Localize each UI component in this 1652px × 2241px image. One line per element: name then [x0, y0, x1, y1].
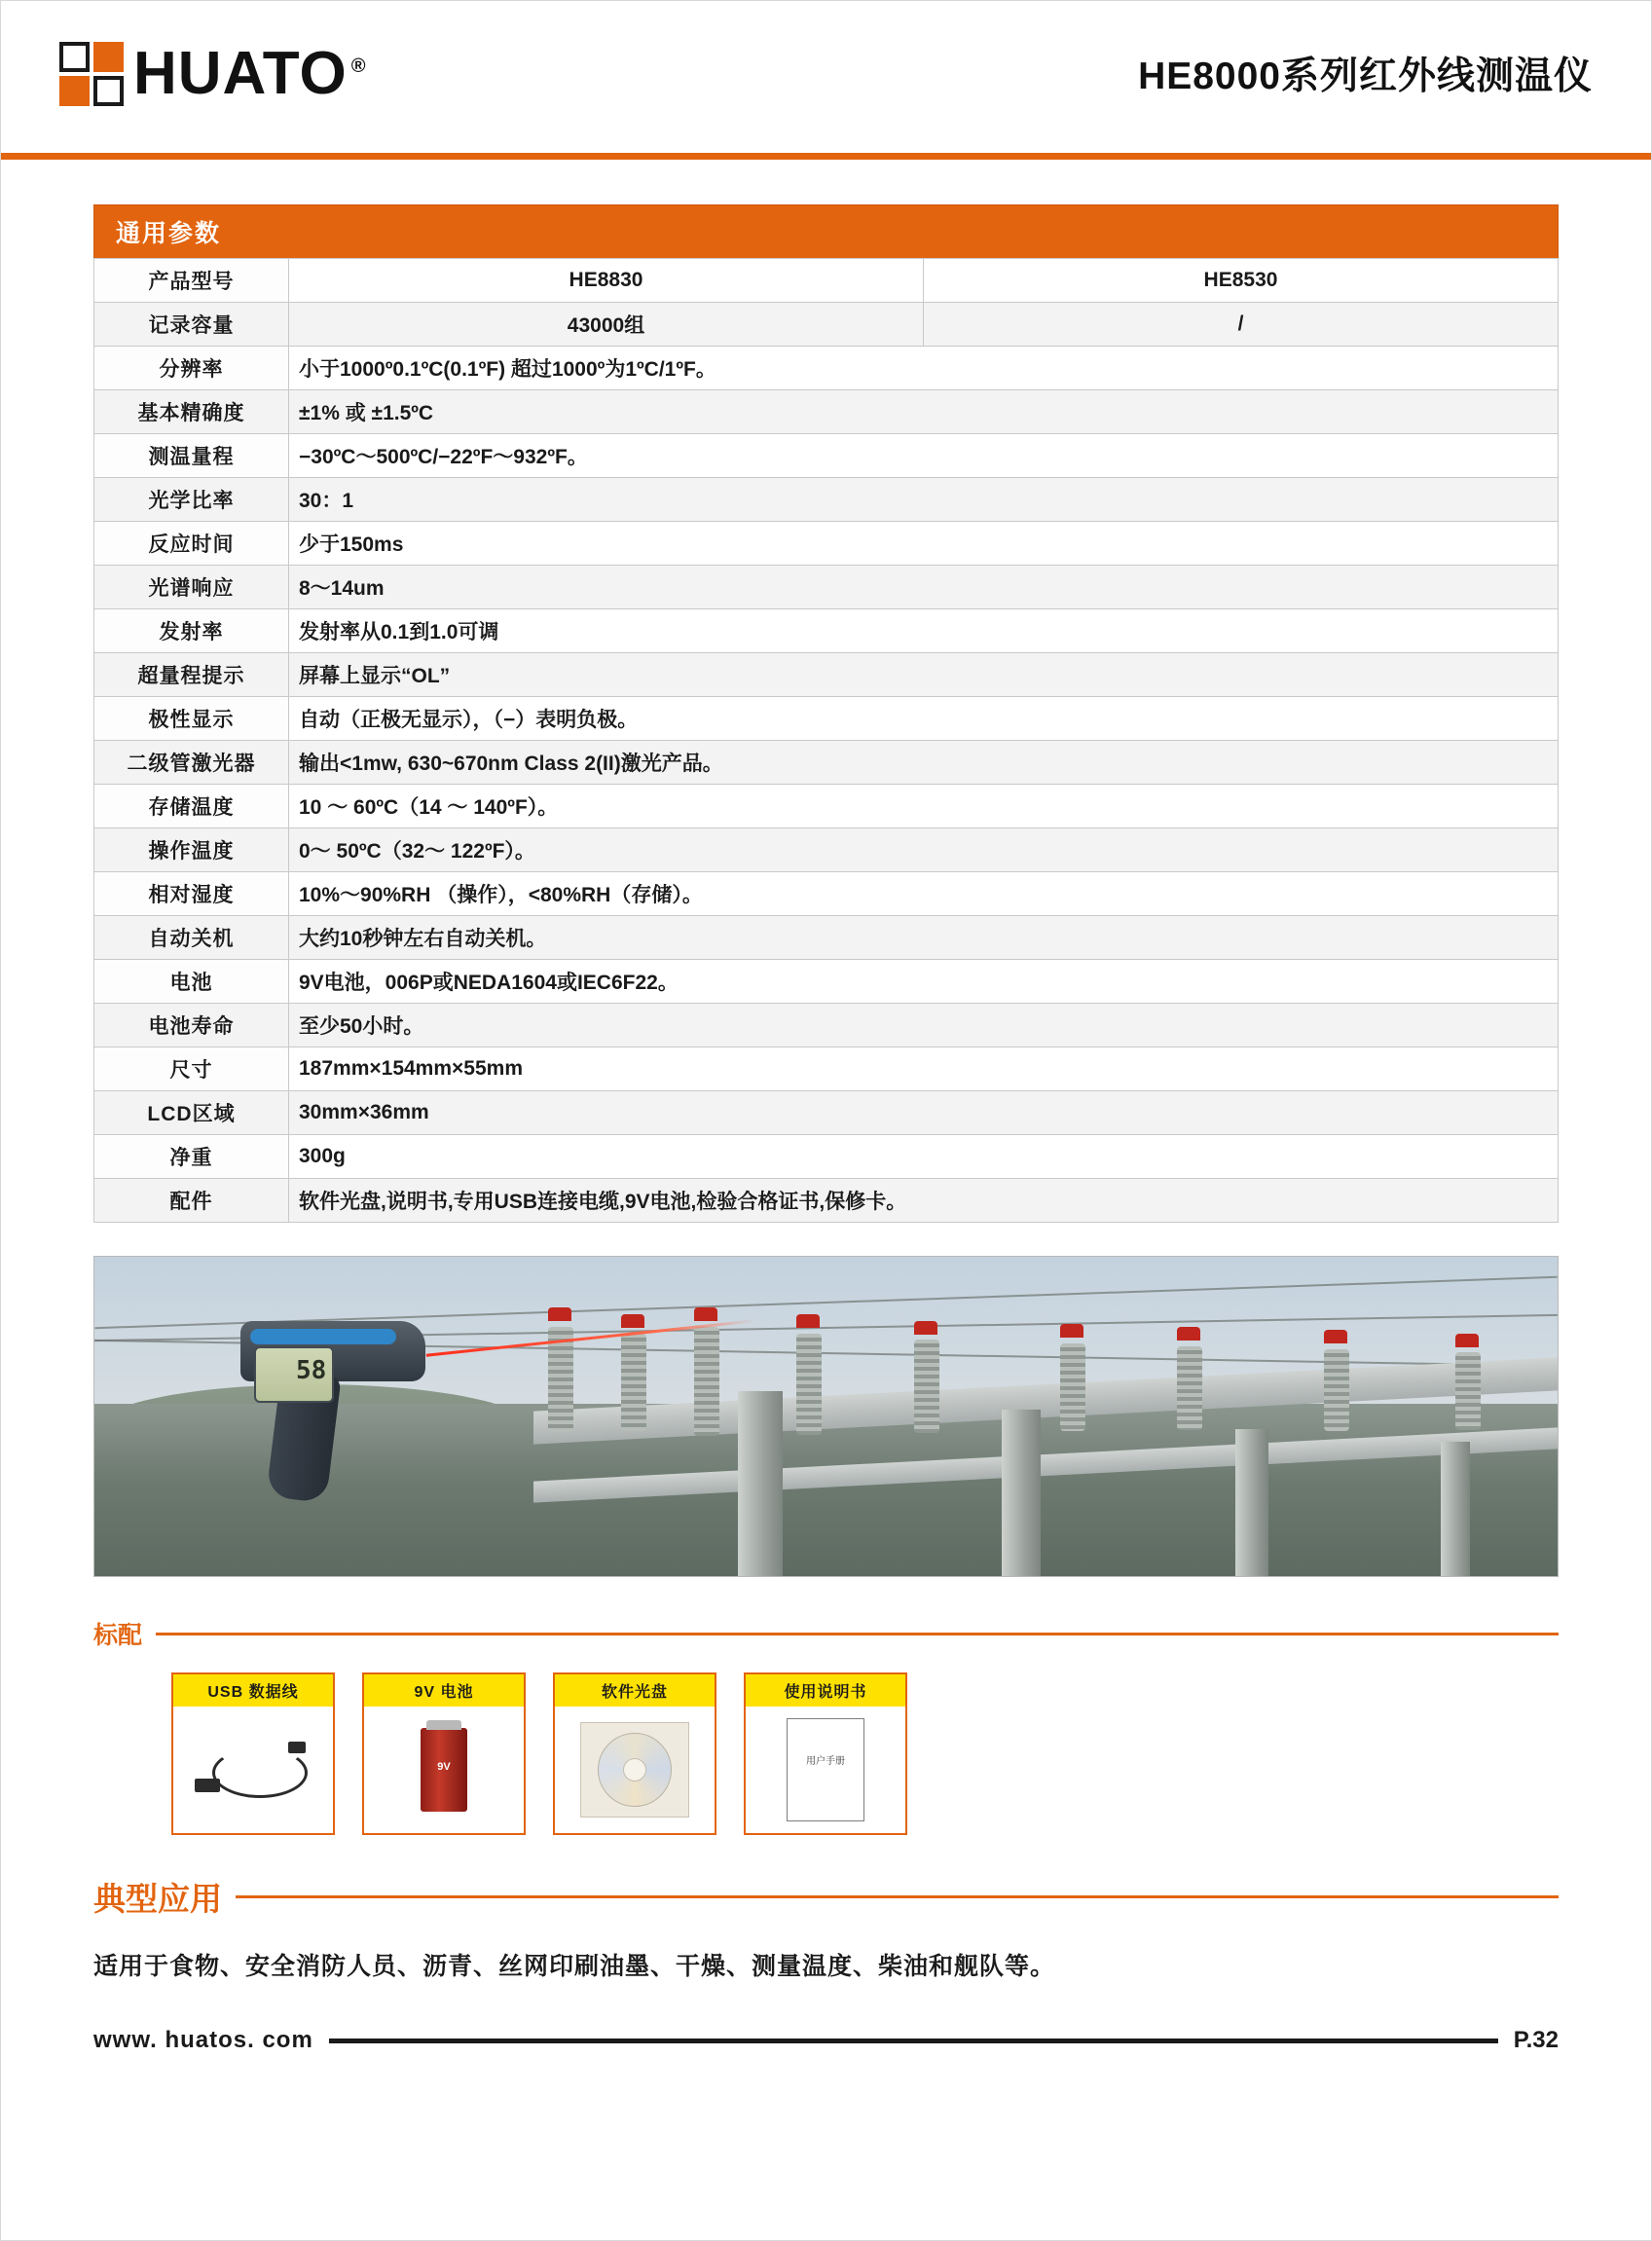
row-value: 自动（正极无显示），（−）表明负极。	[289, 697, 1559, 741]
page-title: HE8000系列红外线测温仪	[1138, 55, 1593, 97]
application-title: 典型应用	[93, 1881, 222, 1917]
row-label: 电池寿命	[94, 1004, 289, 1047]
row-value-model-2: /	[924, 303, 1559, 347]
row-value-model-1: 43000组	[289, 303, 924, 347]
photo-thermometer-device	[240, 1321, 445, 1506]
manual-book-icon	[787, 1718, 864, 1821]
application-text: 适用于食物、安全消防人员、沥青、丝网印刷油墨、干燥、测量温度、柴油和舰队等。	[93, 1953, 1056, 1980]
row-label: 光谱响应	[94, 566, 289, 609]
registered-mark: ®	[350, 55, 367, 78]
cd-disc	[598, 1733, 672, 1807]
usb-cable-curve	[212, 1747, 308, 1798]
accessory-image	[173, 1707, 333, 1833]
table-row	[94, 1135, 1559, 1179]
row-label: 记录容量	[94, 303, 289, 347]
table-row	[94, 303, 1559, 347]
accessory-image	[555, 1707, 715, 1833]
logo-squares-icon	[59, 42, 124, 106]
table-row	[94, 390, 1559, 434]
row-label: 分辨率	[94, 347, 289, 390]
row-value: 30mm×36mm	[289, 1091, 1559, 1135]
usb-plug-b	[288, 1742, 306, 1753]
accessory-label: 软件光盘	[555, 1674, 715, 1707]
battery-icon	[421, 1728, 467, 1812]
row-value: 输出<1mw, 630~670nm Class 2(II)激光产品。	[289, 741, 1559, 785]
photo-insulator	[1455, 1352, 1481, 1430]
table-row	[94, 785, 1559, 828]
accessory-image	[746, 1707, 905, 1833]
manual-cover-text: 用户手册	[806, 1756, 845, 1767]
row-label: 超量程提示	[94, 653, 289, 697]
photo-insulator	[1060, 1343, 1085, 1431]
row-label: 相对湿度	[94, 872, 289, 916]
table-row	[94, 741, 1559, 785]
table-row	[94, 653, 1559, 697]
page-footer	[93, 2027, 1559, 2083]
row-value: 大约10秒钟左右自动关机。	[289, 916, 1559, 960]
row-label: 产品型号	[94, 259, 289, 303]
table-row	[94, 478, 1559, 522]
photo-insulator-cap	[914, 1321, 937, 1335]
row-label: 发射率	[94, 609, 289, 653]
section-rule	[236, 1895, 1559, 1898]
row-value: 187mm×154mm×55mm	[289, 1047, 1559, 1091]
row-value: 少于150ms	[289, 522, 1559, 566]
product-photo	[93, 1256, 1559, 1577]
photo-insulator-cap	[796, 1314, 820, 1328]
row-label: 基本精确度	[94, 390, 289, 434]
table-row	[94, 347, 1559, 390]
standard-accessories-header	[93, 1616, 1559, 1651]
application-header	[93, 1874, 1559, 1920]
photo-insulator	[914, 1340, 939, 1433]
row-label: 操作温度	[94, 828, 289, 872]
row-label: 极性显示	[94, 697, 289, 741]
table-row	[94, 609, 1559, 653]
table-row	[94, 1179, 1559, 1223]
spec-section-title: 通用参数	[93, 204, 1559, 258]
row-value: 10 ～ 60ºC（14 ～ 140ºF）。	[289, 785, 1559, 828]
row-label: LCD区域	[94, 1091, 289, 1135]
row-label: 反应时间	[94, 522, 289, 566]
row-value: 0～ 50ºC（32～ 122ºF）。	[289, 828, 1559, 872]
row-label: 尺寸	[94, 1047, 289, 1091]
row-value: 9V电池，006P或NEDA1604或IEC6F22。	[289, 960, 1559, 1004]
list-item	[553, 1672, 716, 1835]
row-label: 存储温度	[94, 785, 289, 828]
photo-concrete-column	[1235, 1429, 1268, 1576]
photo-insulator-cap	[1324, 1330, 1347, 1343]
row-value: 软件光盘,说明书,专用USB连接电缆,9V电池,检验合格证书,保修卡。	[289, 1179, 1559, 1223]
table-row	[94, 522, 1559, 566]
photo-insulator	[1324, 1349, 1349, 1431]
row-value-model-2: HE8530	[924, 259, 1559, 303]
cd-disc-icon	[580, 1722, 689, 1818]
table-row	[94, 259, 1559, 303]
accessory-label: USB 数据线	[173, 1674, 333, 1707]
accessory-label: 9V 电池	[364, 1674, 524, 1707]
photo-insulator-cap	[621, 1314, 644, 1328]
standard-accessories-title: 标配	[93, 1622, 143, 1649]
row-label: 光学比率	[94, 478, 289, 522]
photo-insulator	[621, 1334, 646, 1431]
row-value: 10%～90%RH （操作），<80%RH（存储）。	[289, 872, 1559, 916]
battery-terminal	[426, 1720, 461, 1730]
row-label: 测温量程	[94, 434, 289, 478]
row-label: 净重	[94, 1135, 289, 1179]
device-stripe	[250, 1329, 396, 1344]
row-value: 至少50小时。	[289, 1004, 1559, 1047]
table-row	[94, 1004, 1559, 1047]
table-row	[94, 872, 1559, 916]
row-label: 自动关机	[94, 916, 289, 960]
photo-insulator	[694, 1327, 719, 1436]
standard-accessories-list	[93, 1672, 1559, 1835]
spec-table-body	[94, 259, 1559, 1223]
accessory-label: 使用说明书	[746, 1674, 905, 1707]
photo-insulator-cap	[1455, 1334, 1479, 1347]
list-item	[171, 1672, 335, 1835]
list-item	[744, 1672, 907, 1835]
brand-name	[133, 40, 367, 107]
section-rule	[156, 1633, 1559, 1635]
photo-insulator-cap	[548, 1307, 571, 1321]
table-row	[94, 434, 1559, 478]
row-value: 屏幕上显示“OL”	[289, 653, 1559, 697]
brand-name-text: HUATO	[133, 40, 348, 107]
row-value-model-1: HE8830	[289, 259, 924, 303]
row-value: 8～14um	[289, 566, 1559, 609]
brand-logo	[59, 42, 366, 106]
row-value: 30：1	[289, 478, 1559, 522]
usb-cable-icon	[195, 1736, 312, 1804]
row-value: 小于1000º0.1ºC(0.1ºF) 超过1000º为1ºC/1ºF。	[289, 347, 1559, 390]
table-row	[94, 697, 1559, 741]
battery-label: 9V	[437, 1761, 451, 1773]
device-lcd-screen	[254, 1346, 334, 1403]
photo-concrete-column	[738, 1391, 783, 1576]
row-value: 发射率从0.1到1.0可调	[289, 609, 1559, 653]
footer-rule	[329, 2039, 1498, 2043]
footer-website[interactable]: www. huatos. com	[93, 2027, 313, 2053]
photo-concrete-column	[1441, 1442, 1470, 1576]
header-divider	[1, 153, 1651, 160]
photo-insulator	[796, 1334, 822, 1435]
row-value: −30ºC～500ºC/−22ºF～932ºF。	[289, 434, 1559, 478]
accessory-image	[364, 1707, 524, 1833]
table-row	[94, 566, 1559, 609]
row-label: 配件	[94, 1179, 289, 1223]
photo-insulator-cap	[1177, 1327, 1200, 1341]
device-temperature-reading: 58	[295, 1355, 327, 1385]
table-row	[94, 828, 1559, 872]
page-header	[1, 1, 1651, 147]
table-row	[94, 1091, 1559, 1135]
footer-page-number: P.32	[1513, 2027, 1559, 2053]
photo-insulator-cap	[694, 1307, 717, 1321]
photo-concrete-column	[1002, 1410, 1041, 1576]
spec-table	[93, 258, 1559, 1223]
row-value: 300g	[289, 1135, 1559, 1179]
photo-insulator-cap	[1060, 1324, 1083, 1338]
row-value: ±1% 或 ±1.5ºC	[289, 390, 1559, 434]
table-row	[94, 960, 1559, 1004]
row-label: 电池	[94, 960, 289, 1004]
photo-insulator	[1177, 1346, 1202, 1430]
table-row	[94, 1047, 1559, 1091]
spec-section	[1, 160, 1651, 1223]
row-label: 二级管激光器	[94, 741, 289, 785]
table-row	[94, 916, 1559, 960]
list-item	[362, 1672, 526, 1835]
